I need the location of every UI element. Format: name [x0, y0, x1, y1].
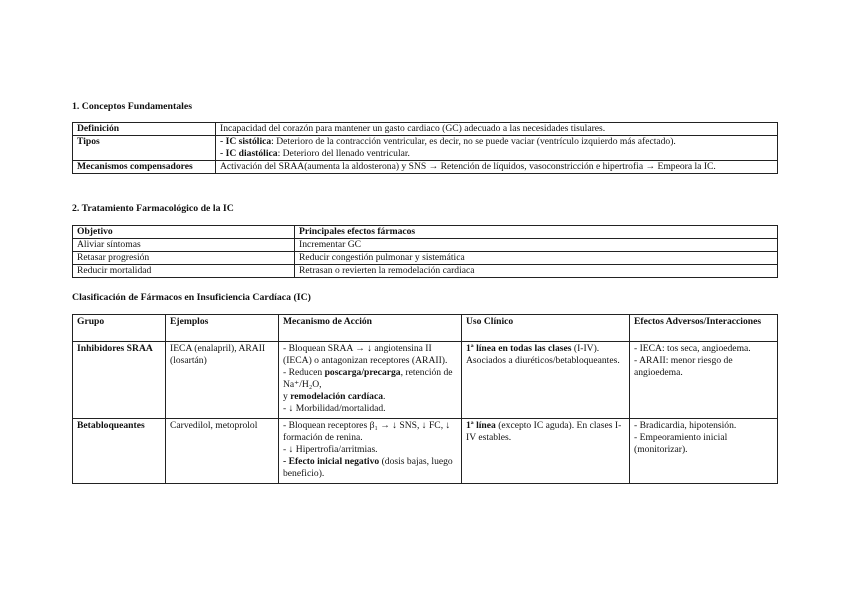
header-efectos: Efectos Adversos/Interacciones	[630, 315, 778, 342]
uso-cell: 1ª línea en todas las clases (I-IV). Asociados a diuréticos/betabloqueantes.	[462, 342, 630, 419]
header-grupo: Grupo	[73, 315, 166, 342]
header-ejemplos: Ejemplos	[166, 315, 279, 342]
objetivo-cell: Retasar progresión	[73, 252, 295, 265]
ic-sistolica-term: - IC sistólica	[220, 136, 272, 147]
ic-diastolica-term: - IC diastólica	[220, 148, 278, 159]
farmacos-table	[72, 314, 778, 484]
definicion-value: Incapacidad del corazón para mantener un gasto cardiaco (GC) adecuado a las necesidades tisulares.	[216, 123, 778, 136]
objetivo-cell: Aliviar síntomas	[73, 239, 295, 252]
tipos-label: Tipos	[73, 136, 216, 161]
objetivo-cell: Reducir mortalidad	[73, 265, 295, 278]
efecto-cell: Reducir congestión pulmonar y sistemática	[295, 252, 778, 265]
definicion-label: Definición	[73, 123, 216, 136]
mecanismo-line: - ↓ Hipertrofia/arritmias.	[283, 444, 378, 455]
mecanismo-line: y remodelación cardíaca.	[283, 391, 386, 402]
header-objetivo: Objetivo	[73, 226, 295, 239]
mecanismo-line: - Bloquean receptores β₁ → ↓ SNS, ↓ FC, ↓ formación de renina.	[283, 420, 451, 443]
header-efectos: Principales efectos fármacos	[295, 226, 778, 239]
grupo-cell: Betabloqueantes	[73, 419, 166, 484]
section1-title: 1. Conceptos Fundamentales	[72, 101, 193, 112]
ejemplos-cell: Carvedilol, metoprolol	[166, 419, 279, 484]
table-header-row	[73, 315, 778, 342]
efecto-cell: Incrementar GC	[295, 239, 778, 252]
ic-sistolica-desc: : Deterioro de la contracción ventricular, es decir, no se puede vaciar (ventrículo izquierdo más afectado).	[271, 136, 676, 147]
conceptos-table	[72, 122, 778, 174]
table-row	[73, 136, 778, 161]
efectos-cell: - Bradicardia, hipotensión. - Empeoramiento inicial (monitorizar).	[630, 419, 778, 484]
grupo-cell: Inhibidores SRAA	[73, 342, 166, 419]
header-mecanismo: Mecanismo de Acción	[279, 315, 462, 342]
table-row	[73, 239, 778, 252]
header-uso: Uso Clínico	[462, 315, 630, 342]
ejemplos-cell: IECA (enalapril), ARAII (losartán)	[166, 342, 279, 419]
mecanismo-line: - Reducen poscarga/precarga, retención de Na⁺/H₂O,	[283, 367, 453, 390]
table-row	[73, 419, 778, 484]
tipos-value	[216, 136, 778, 161]
section3-title: Clasificación de Fármacos en Insuficiencia Cardíaca (IC)	[72, 292, 311, 303]
uso-cell: 1ª línea (excepto IC aguda). En clases I-IV estables.	[462, 419, 630, 484]
mecanismos-label: Mecanismos compensadores	[73, 161, 216, 174]
mecanismo-line: - Bloquean SRAA → ↓ angiotensina II (IECA) o antagonizan receptores (ARAII).	[283, 343, 448, 366]
mecanismos-value: Activación del SRAA(aumenta la aldosterona) y SNS → Retención de líquidos, vasoconstricción e hipertrofia → Empeora la IC.	[216, 161, 778, 174]
mecanismo-line: - Efecto inicial negativo (dosis bajas, luego beneficio).	[283, 456, 453, 479]
section2-title: 2. Tratamiento Farmacológico de la IC	[72, 203, 234, 214]
ic-diastolica-desc: : Deterioro del llenado ventricular.	[277, 148, 410, 159]
efecto-cell: Retrasan o revierten la remodelación cardiaca	[295, 265, 778, 278]
table-row	[73, 342, 778, 419]
table-header-row	[73, 226, 778, 239]
table-row	[73, 123, 778, 136]
mecanismo-cell	[279, 342, 462, 419]
table-row	[73, 252, 778, 265]
table-row	[73, 161, 778, 174]
table-row	[73, 265, 778, 278]
mecanismo-cell	[279, 419, 462, 484]
mecanismo-line: - ↓ Morbilidad/mortalidad.	[283, 403, 386, 414]
efectos-cell: - IECA: tos seca, angioedema. - ARAII: menor riesgo de angioedema.	[630, 342, 778, 419]
tratamiento-table	[72, 225, 778, 278]
